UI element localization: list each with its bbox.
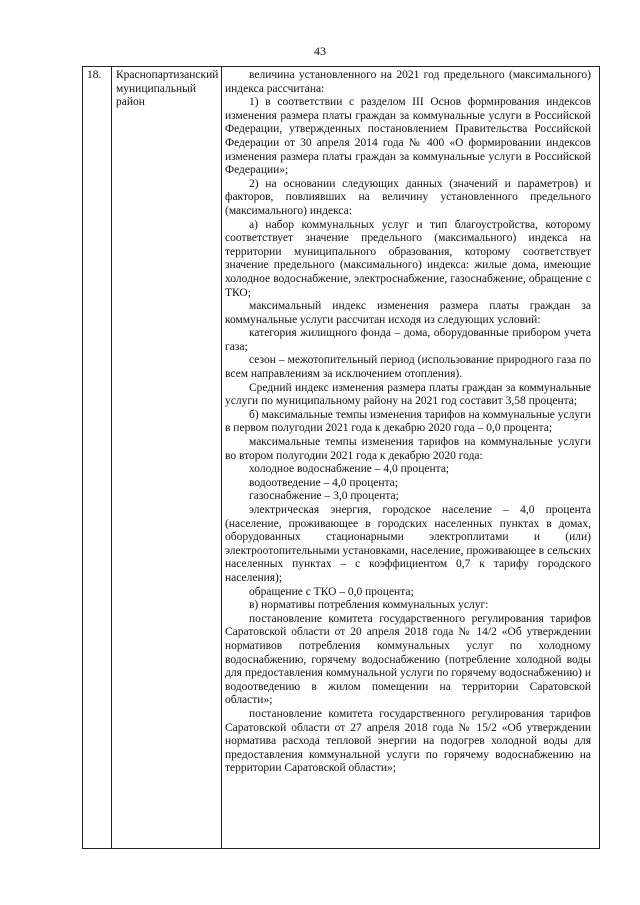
paragraph: обращение с ТКО – 0,0 процента; [249, 585, 414, 598]
paragraph: категория жилищного фонда – дома, оборудованные прибором учета газа; [225, 327, 591, 353]
paragraph: холодное водоснабжение – 4,0 процента; [249, 463, 450, 476]
paragraph: 2) на основании следующих данных (значений и параметров) и факторов, повлиявших на величину установленного предельного (максимального) индекса: [225, 177, 591, 217]
region-name: Краснопартизанский муниципальный район [116, 69, 219, 109]
paragraph: а) набор коммунальных услуг и тип благоустройства, которому соответствует значение предельного (максимального) индекса на территории муниципального образования, которому соответствует значение предельного (максимального) индекса: жилые дома, имеющие холодное водоснабжение, электроснабжение, газоснабжение, обращение с ТКО; [225, 218, 591, 299]
column-divider [221, 67, 222, 848]
paragraph: постановление комитета государственного регулирования тарифов Саратовской области от 27 апреля 2018 года № 15/2 «Об утверждении норматива расхода тепловой энергии на подогрев холодной воды для предоставления коммунальной услуги по горячему водоснабжению на территории Саратовской области»; [225, 707, 591, 775]
paragraph: сезон – межотопительный период (использование природного газа по всем направлениям за исключением отопления). [225, 354, 591, 381]
page-number: 43 [314, 44, 326, 58]
row-description [225, 69, 591, 776]
paragraph: электрическая энергия, городское население – 4,0 процента (население, проживающее в городских населенных пунктах в домах, оборудованных стационарными электроплитами и (или) электроотопительными установками, население, проживающее в сельских населенных пунктах – с коэффициентом 0,7 к тарифу городского населения); [225, 504, 591, 584]
paragraph: газоснабжение – 3,0 процента; [249, 490, 399, 503]
paragraph: максимальные темпы изменения тарифов на коммунальные услуги во втором полугодии 2021 года к декабрю 2020 года: [225, 436, 591, 462]
paragraph: Средний индекс изменения размера платы граждан за коммунальные услуги по муниципальному району на 2021 год составит 3,58 процента; [225, 381, 591, 408]
column-divider [111, 67, 112, 848]
row-number: 18. [87, 69, 102, 81]
paragraph: водоотведение – 4,0 процента; [249, 476, 398, 489]
paragraph: б) максимальные темпы изменения тарифов на коммунальные услуги в первом полугодии 2021 года к декабрю 2020 года – 0,0 процента; [225, 408, 591, 435]
paragraph: максимальный индекс изменения размера платы граждан за коммунальные услуги рассчитан исходя из следующих условий: [225, 300, 591, 326]
paragraph: в) нормативы потребления коммунальных услуг: [249, 599, 489, 612]
paragraph: величина установленного на 2021 год предельного (максимального) индекса рассчитана: [225, 69, 591, 95]
paragraph: постановление комитета государственного регулирования тарифов Саратовской области от 20 апреля 2018 года № 14/2 «Об утверждении нормативов потребления коммунальных услуг по холодному водоснабжению, горячему водоснабжению (потребление холодной воды для предоставления коммунальной услуги по горячему водоснабжению) и водоотведению в жилом помещении на территории Саратовской области»; [225, 612, 591, 707]
data-table [82, 66, 600, 849]
paragraph: 1) в соответствии с разделом III Основ формирования индексов изменения размера платы граждан за коммунальные услуги в Российской Федерации, утвержденных постановлением Правительства Российской Федерации от 30 апреля 2014 года № 400 «О формировании индексов изменения размера платы граждан за коммунальные услуги в Российской Федерации»; [225, 96, 591, 177]
